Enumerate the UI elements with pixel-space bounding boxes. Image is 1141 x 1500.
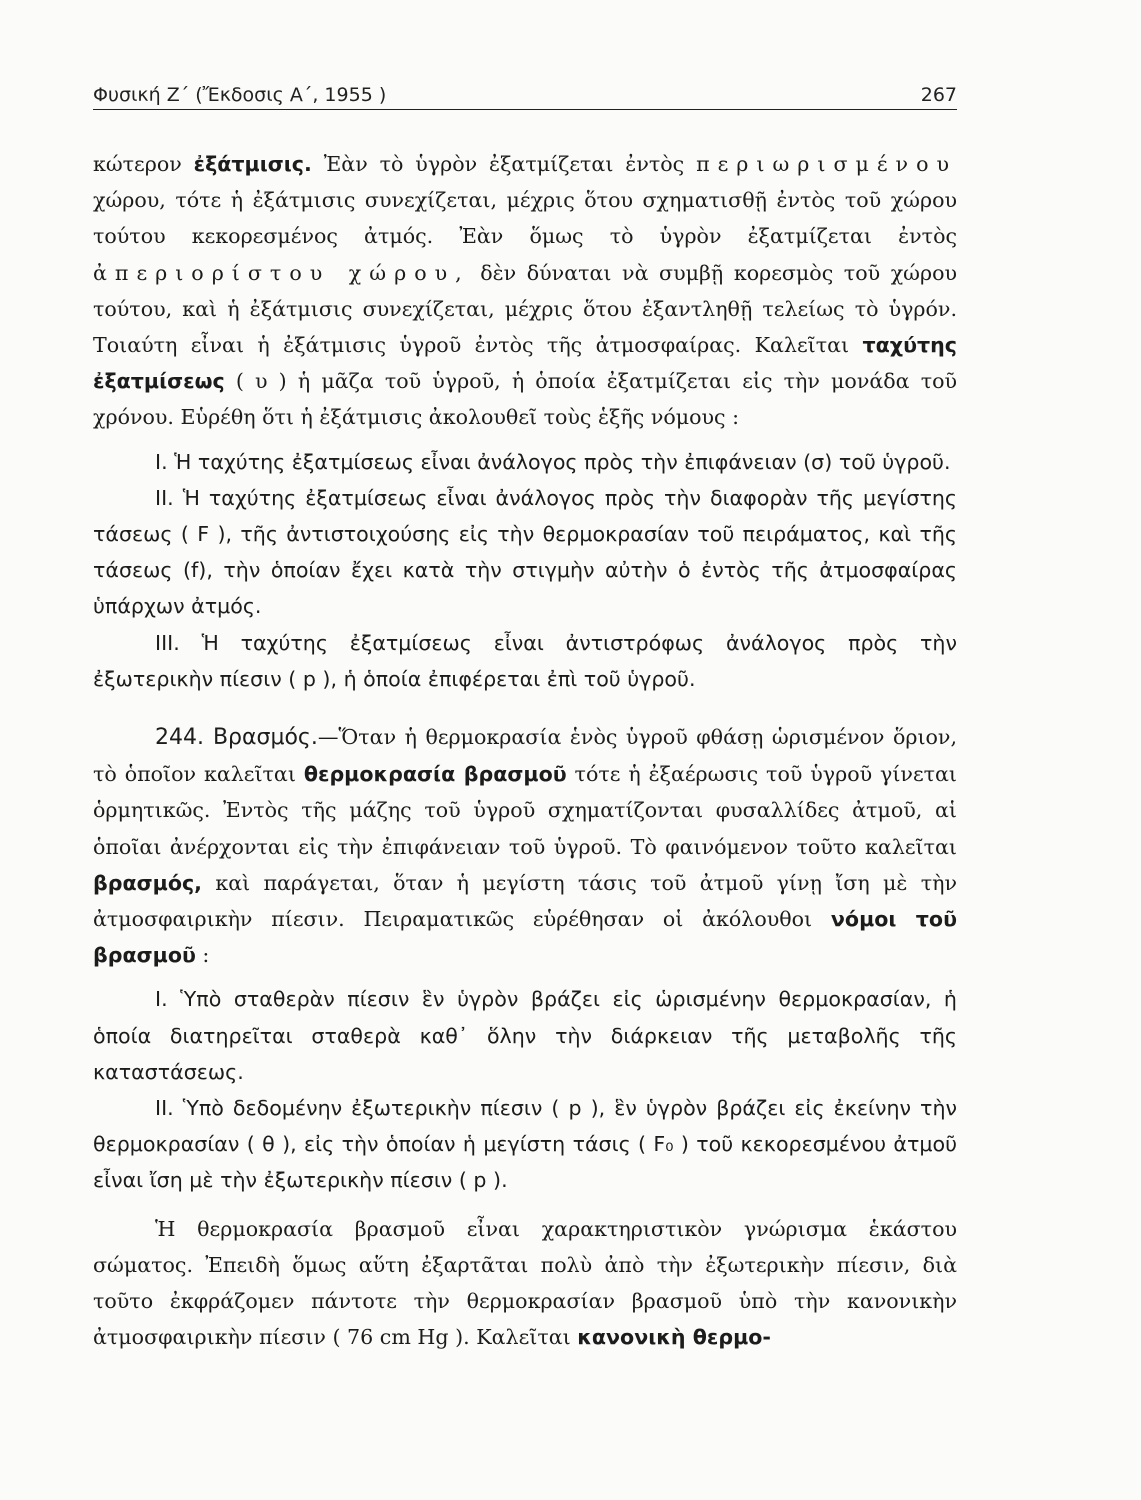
running-title: Φυσική Ζ΄ (Ἔκδοσις Α΄, 1955 ) xyxy=(93,84,387,106)
boiling-law-2: II. Ὑπὸ δεδομένην ἐξωτερικὴν πίεσιν ( p ), ἓν ὑγρὸν βράζει εἰς ἐκείνην τὴν θερμοκρασίαν ( θ ), εἰς τὴν ὁποίαν ἡ μεγίστη τάσις ( F₀ ) τοῦ κεκορεσμένου ἀτμοῦ εἶναι ἴση μὲ τὴν ἐξωτερικὴν πίεσιν ( p ). xyxy=(93,1096,957,1193)
evaporation-law-3: III. Ἡ ταχύτης ἐξατμίσεως εἶναι ἀντιστρόφως ἀνάλογος πρὸς τὴν ἐξωτερικὴν πίεσιν ( p ), ἡ ὁποία ἐπιφέρεται ἐπὶ τοῦ ὑγροῦ. xyxy=(93,630,957,691)
page-body xyxy=(93,146,957,1356)
paragraph-evaporation: κώτερον ἐξάτμισις. Ἐὰν τὸ ὑγρὸν ἐξατμίζεται ἐντὸς περιωρισμένου χώρου, τότε ἡ ἐξάτμισις συνεχίζεται, μέχρις ὅτου σχηματισθῇ ἐντὸς τοῦ χώρου τούτου κεκορεσμένος ἀτμός. Ἐὰν ὅμως τὸ ὑγρὸν ἐξατμίζεται ἐντὸς ἀπεριορίστου χώρου, δὲν δύναται νὰ συμβῇ κορεσμὸς τοῦ χώρου τούτου, καὶ ἡ ἐξάτμισις συνεχίζεται, μέχρις ὅτου ἐξαντληθῇ τελείως τὸ ὑγρόν. Τοιαύτη εἶναι ἡ ἐξάτμισις ὑγροῦ ἐντὸς τῆς ἀτμοσφαίρας. Καλεῖται ταχύτης ἐξατμίσεως ( υ ) ἡ μᾶζα τοῦ ὑγροῦ, ἡ ὁποία ἐξατμίζεται εἰς τὴν μονάδα τοῦ χρόνου. Εὑρέθη ὅτι ἡ ἐξάτμισις ἀκολουθεῖ τοὺς ἑξῆς νόμους : xyxy=(93,152,957,430)
page-header xyxy=(93,84,957,110)
boiling-law-1: I. Ὑπὸ σταθερὰν πίεσιν ἓν ὑγρὸν βράζει εἰς ὡρισμένην θερμοκρασίαν, ἡ ὁποία διατηρεῖται σταθερὰ καθ᾽ ὅλην τὴν διάρκειαν τῆς μεταβολῆς τῆς καταστάσεως. xyxy=(93,987,957,1084)
bold-term: βρασμός, xyxy=(93,870,203,895)
bold-term: ταχύτης ἐξατμίσεως xyxy=(93,333,957,394)
page-number: 267 xyxy=(920,84,957,106)
evaporation-law-1: I. Ἡ ταχύτης ἐξατμίσεως εἶναι ἀνάλογος πρὸς τὴν ἐπιφάνειαν (σ) τοῦ ὑγροῦ. xyxy=(155,449,951,474)
page xyxy=(93,84,957,1356)
spaced-term: περιωρισμένου xyxy=(696,152,957,176)
bold-term: ἐξάτμισις. xyxy=(193,152,312,176)
evaporation-law-2: II. Ἡ ταχύτης ἐξατμίσεως εἶναι ἀνάλογος πρὸς τὴν διαφορὰν τῆς μεγίστης τάσεως ( F ), τῆς ἀντιστοιχούσης εἰς τὴν θερμοκρασίαν τοῦ πειράματος, καὶ τῆς τάσεως (f), τὴν ὁποίαν ἔχει κατὰ τὴν στιγμὴν αὐτὴν ὁ ἐντὸς τῆς ἀτμοσφαίρας ὑπάρχων ἀτμός. xyxy=(93,485,957,619)
spaced-term: ἀπεριορίστου χώρου, xyxy=(93,260,470,285)
bold-term: θερμοκρασία βρασμοῦ xyxy=(303,762,567,787)
bold-term: κανονικὴ θερμο- xyxy=(577,1325,771,1350)
bold-term: νόμοι τοῦ βρασμοῦ xyxy=(93,907,957,968)
section-heading: 244. Βρασμός. xyxy=(155,725,318,751)
section-boiling: 244. Βρασμός.—Ὅταν ἡ θερμοκρασία ἑνὸς ὑγροῦ φθάσῃ ὡρισμένον ὅριον, τὸ ὁποῖον καλεῖται θερμοκρασία βρασμοῦ τότε ἡ ἐξαέρωσις τοῦ ὑγροῦ γίνεται ὁρμητικῶς. Ἐντὸς τῆς μάζης τοῦ ὑγροῦ σχηματίζονται φυσαλλίδες ἀτμοῦ, αἱ ὁποῖαι ἀνέρχονται εἰς τὴν ἐπιφάνειαν τοῦ ὑγροῦ. Τὸ φαινόμενον τοῦτο καλεῖται βρασμός, καὶ παράγεται, ὅταν ἡ μεγίστη τάσις τοῦ ἀτμοῦ γίνῃ ἴση μὲ τὴν ἀτμοσφαιρικὴν πίεσιν. Πειραματικῶς εὑρέθησαν οἱ ἀκόλουθοι νόμοι τοῦ βρασμοῦ : xyxy=(93,725,957,968)
paragraph-boiling-point: Ἡ θερμοκρασία βρασμοῦ εἶναι χαρακτηριστικὸν γνώρισμα ἑκάστου σώματος. Ἐπειδὴ ὅμως αὕτη ἐξαρτᾶται πολὺ ἀπὸ τὴν ἐξωτερικὴν πίεσιν, διὰ τοῦτο ἐκφράζομεν πάντοτε τὴν θερμοκρασίαν βρασμοῦ ὑπὸ τὴν κανονικὴν ἀτμοσφαιρικὴν πίεσιν ( 76 cm Hg ). Καλεῖται κανονικὴ θερμο- xyxy=(93,1216,957,1350)
